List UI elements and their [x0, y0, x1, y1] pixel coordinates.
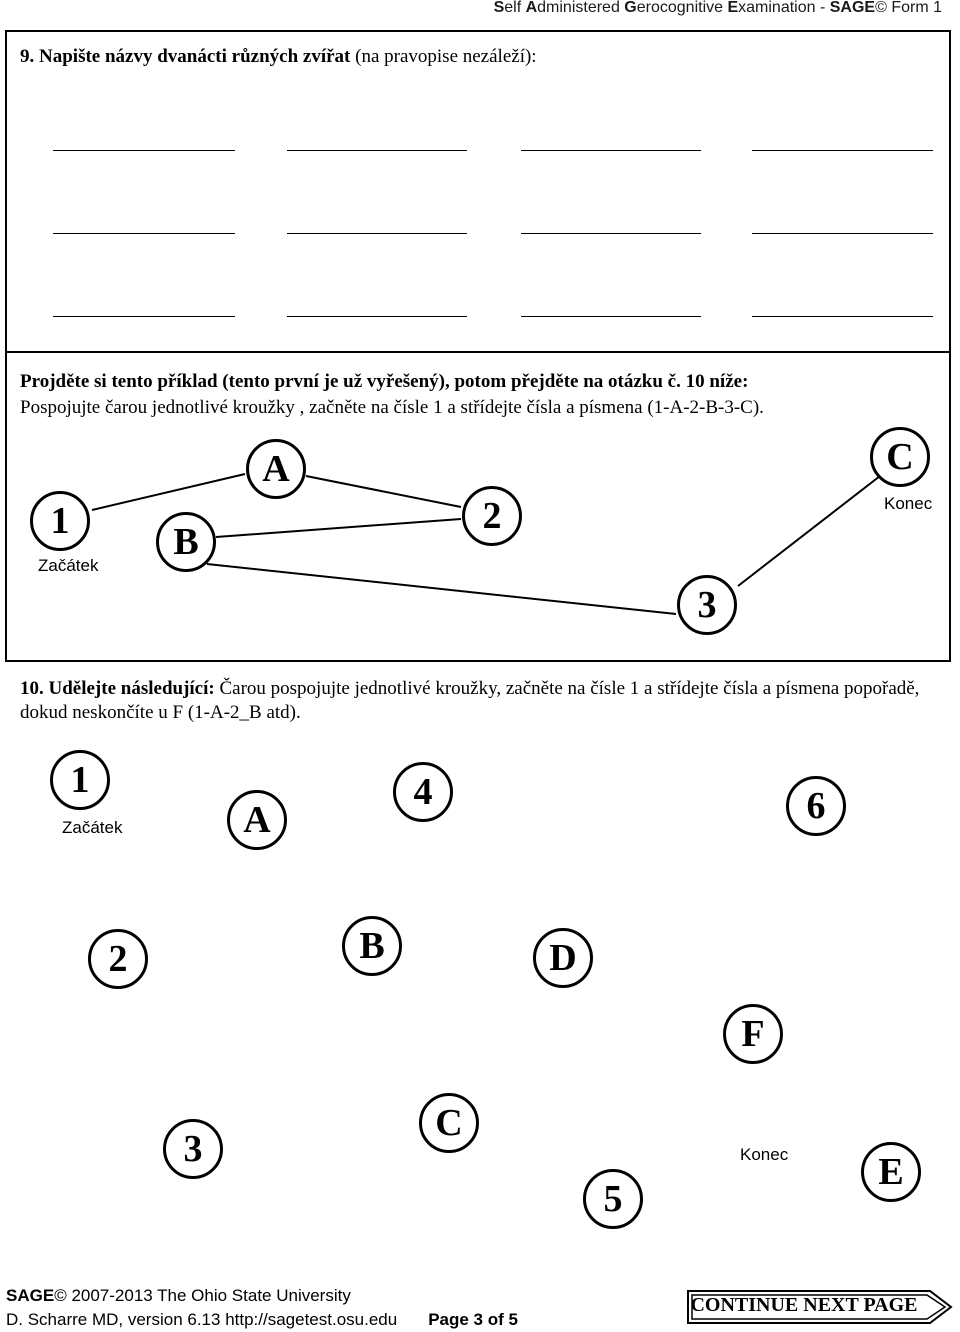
footer-author: D. Scharre MD, version 6.13 http://sagetest.osu.edu: [6, 1310, 398, 1329]
task-start-label: Začátek: [62, 818, 123, 837]
connector-1-a: [92, 474, 245, 510]
header-text-self: elf: [504, 0, 526, 16]
connector-a-2: [306, 476, 461, 507]
example-circle-c: C: [870, 427, 930, 487]
task-end-label: Konec: [740, 1145, 789, 1164]
header-text-administered: dministered: [537, 0, 625, 16]
example-circle-3: 3: [677, 575, 737, 635]
header-brand: SAGE: [829, 0, 876, 16]
copyright-icon: ©: [875, 0, 887, 16]
task-circle-1[interactable]: 1: [50, 750, 110, 810]
example-start-label: Začátek: [38, 556, 99, 575]
question-10-instruction: Čarou pospojujte jednotlivé kroužky, začněte na čísle 1 a střídejte čísla a písmena popořadě, dokud neskončíte u F (1-A-2_B atd).: [20, 678, 920, 723]
task-circle-e[interactable]: E: [861, 1142, 921, 1202]
task-circle-4[interactable]: 4: [393, 762, 453, 822]
header-initial-g: G: [624, 0, 637, 16]
copyright-icon: ©: [54, 1286, 67, 1305]
question-10: [20, 677, 950, 725]
header-form-number: Form 1: [886, 0, 942, 16]
footer-version-line: [6, 1308, 518, 1332]
task-circle-2[interactable]: 2: [88, 929, 148, 989]
example-circle-a: A: [246, 439, 306, 499]
task-circle-b[interactable]: B: [342, 916, 402, 976]
question-9-number: 9.: [20, 46, 35, 67]
question-9-title: Napište názvy dvanácti různých zvířat: [39, 46, 351, 67]
example-circle-b: B: [156, 512, 216, 572]
task-circle-6[interactable]: 6: [786, 776, 846, 836]
header-initial-e: E: [727, 0, 739, 16]
page-footer: [6, 1284, 518, 1332]
task-circle-c[interactable]: C: [419, 1093, 479, 1153]
footer-brand: SAGE: [6, 1286, 55, 1305]
continue-next-page-button[interactable]: [686, 1289, 954, 1325]
question-10-title: Udělejte následující:: [43, 678, 215, 699]
connector-3-c: [738, 476, 880, 586]
footer-copyright: [6, 1284, 518, 1308]
connector-b-3: [207, 564, 676, 614]
task-circle-d[interactable]: D: [533, 928, 593, 988]
page-number: Page 3 of 5: [428, 1310, 518, 1329]
task-circle-a[interactable]: A: [227, 790, 287, 850]
connector-2-b: [216, 519, 461, 537]
header-initial-s: S: [493, 0, 505, 16]
task-circle-f[interactable]: F: [723, 1004, 783, 1064]
example-circle-2: 2: [462, 486, 522, 546]
question-10-number: 10.: [20, 678, 44, 699]
example-instruction: Pospojujte čarou jednotlivé kroužky , začněte na čísle 1 a střídejte čísla a písmena (1-A-2-B-3-C).: [20, 397, 764, 418]
question-9-note: (na pravopise nezáleží):: [350, 46, 537, 67]
task-circle-5[interactable]: 5: [583, 1169, 643, 1229]
example-end-label: Konec: [884, 494, 933, 513]
header-initial-a: A: [525, 0, 538, 16]
example-title: Projděte si tento příklad (tento první je už vyřešený), potom přejděte na otázku č. 10 níže:: [20, 371, 749, 392]
footer-copyright-text: 2007-2013 The Ohio State University: [66, 1286, 351, 1305]
header-text-examination: xamination -: [738, 0, 830, 16]
example-circle-1: 1: [30, 491, 90, 551]
header-text-gerocognitive: erocognitive: [636, 0, 728, 16]
continue-label: CONTINUE NEXT PAGE: [690, 1294, 918, 1316]
task-circle-3[interactable]: 3: [163, 1119, 223, 1179]
